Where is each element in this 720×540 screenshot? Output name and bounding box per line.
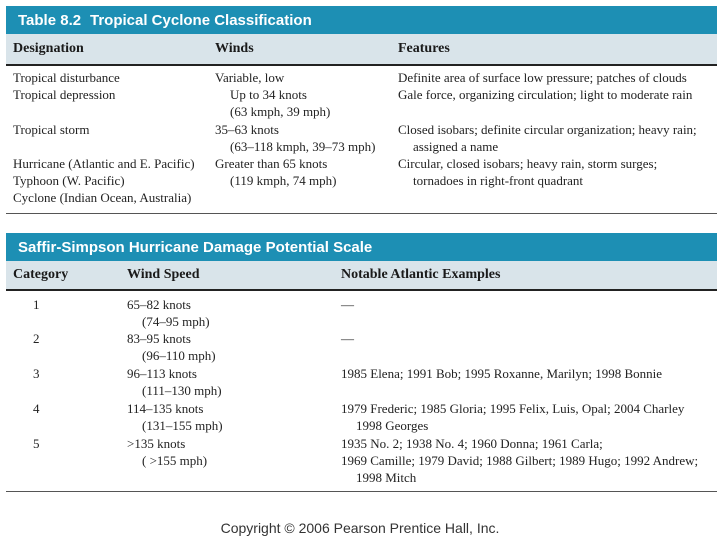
designation-cell [13, 69, 120, 103]
features-cell-line: Circular, closed isobars; heavy rain, storm surges; [398, 156, 658, 171]
winds-cell-line: (63–118 kmph, 39–73 mph) [230, 139, 376, 154]
designation-cell [13, 121, 89, 138]
features-cell-line: Definite area of surface low pressure; patches of clouds [398, 70, 687, 85]
designation-cell-line: Hurricane (Atlantic and E. Pacific) [13, 156, 195, 171]
winds-cell-line: (63 kmph, 39 mph) [230, 104, 331, 119]
examples-cell-line: — [341, 297, 354, 312]
winds-cell-line: Up to 34 knots [230, 87, 307, 102]
wind-speed-cell [127, 400, 223, 434]
scale-header-row [6, 261, 717, 291]
copyright-notice: Copyright © 2006 Pearson Prentice Hall, Inc. [220, 520, 500, 536]
examples-cell [341, 330, 354, 347]
examples-cell-line: — [341, 331, 354, 346]
header-winds: Winds [215, 41, 254, 56]
table-title: Tropical Cyclone Classification [90, 12, 312, 29]
examples-cell-line: 1935 No. 2; 1938 No. 4; 1960 Donna; 1961 Carla; [341, 436, 603, 451]
winds-cell [215, 155, 336, 189]
category-cell: 4 [33, 401, 40, 416]
examples-cell [341, 435, 698, 486]
header-wind-speed: Wind Speed [127, 267, 200, 282]
designation-cell [13, 155, 195, 206]
wind-speed-cell-line: (96–110 mph) [142, 348, 216, 363]
wind-speed-cell-line: (74–95 mph) [142, 314, 210, 329]
examples-cell-line: 1979 Frederic; 1985 Gloria; 1995 Felix, Luis, Opal; 2004 Charley [341, 401, 685, 416]
category-cell: 1 [33, 297, 40, 312]
table-title-bar [6, 6, 717, 34]
header-category: Category [13, 267, 69, 282]
examples-cell-line: 1998 Georges [356, 418, 429, 433]
examples-cell-line: 1998 Mitch [356, 470, 417, 485]
examples-cell [341, 296, 354, 313]
wind-speed-cell-line: (131–155 mph) [142, 418, 223, 433]
designation-cell-line: Tropical storm [13, 122, 90, 137]
wind-speed-cell-line: 65–82 knots [127, 297, 191, 312]
features-cell-line: tornadoes in right-front quadrant [413, 173, 584, 188]
header-designation: Designation [13, 41, 84, 56]
features-cell-line: Gale force, organizing circulation; light to moderate rain [398, 87, 693, 102]
category-cell: 3 [33, 366, 40, 381]
wind-speed-cell-line: ( >155 mph) [142, 453, 208, 468]
examples-cell-line: 1985 Elena; 1991 Bob; 1995 Roxanne, Marilyn; 1998 Bonnie [341, 366, 662, 381]
designation-cell-line: Cyclone (Indian Ocean, Australia) [13, 190, 192, 205]
table-number: Table 8.2 [18, 12, 82, 29]
wind-speed-cell [127, 365, 222, 399]
header-examples: Notable Atlantic Examples [341, 267, 501, 282]
designation-cell-line: Typhoon (W. Pacific) [13, 173, 125, 188]
table-header-row [6, 34, 717, 66]
scale-bottom-rule [6, 491, 717, 492]
examples-cell-line: 1969 Camille; 1979 David; 1988 Gilbert; 1989 Hugo; 1992 Andrew; [341, 453, 699, 468]
features-cell [398, 121, 697, 155]
features-cell [398, 69, 692, 103]
examples-cell [341, 365, 662, 382]
winds-cell-line: Variable, low [215, 70, 285, 85]
features-cell-line: assigned a name [413, 139, 499, 154]
winds-cell-line: (119 kmph, 74 mph) [230, 173, 337, 188]
designation-cell-line: Tropical disturbance [13, 70, 120, 85]
winds-cell-line: Greater than 65 knots [215, 156, 328, 171]
header-features: Features [398, 41, 450, 56]
scale-title: Saffir-Simpson Hurricane Damage Potential Scale [18, 239, 373, 256]
features-cell-line: Closed isobars; definite circular organization; heavy rain; [398, 122, 697, 137]
category-cell: 2 [33, 331, 40, 346]
features-cell [398, 155, 657, 189]
wind-speed-cell [127, 330, 216, 364]
wind-speed-cell-line: (111–130 mph) [142, 383, 222, 398]
wind-speed-cell [127, 435, 207, 469]
examples-cell [341, 400, 684, 434]
wind-speed-cell [127, 296, 210, 330]
category-cell: 5 [33, 436, 40, 451]
wind-speed-cell-line: 96–113 knots [127, 366, 197, 381]
wind-speed-cell-line: 83–95 knots [127, 331, 191, 346]
winds-cell [215, 69, 330, 120]
scale-title-bar [6, 233, 717, 261]
table-bottom-rule [6, 213, 717, 214]
winds-cell-line: 35–63 knots [215, 122, 279, 137]
wind-speed-cell-line: 114–135 knots [127, 401, 204, 416]
designation-cell-line: Tropical depression [13, 87, 116, 102]
winds-cell [215, 121, 375, 155]
wind-speed-cell-line: >135 knots [127, 436, 186, 451]
